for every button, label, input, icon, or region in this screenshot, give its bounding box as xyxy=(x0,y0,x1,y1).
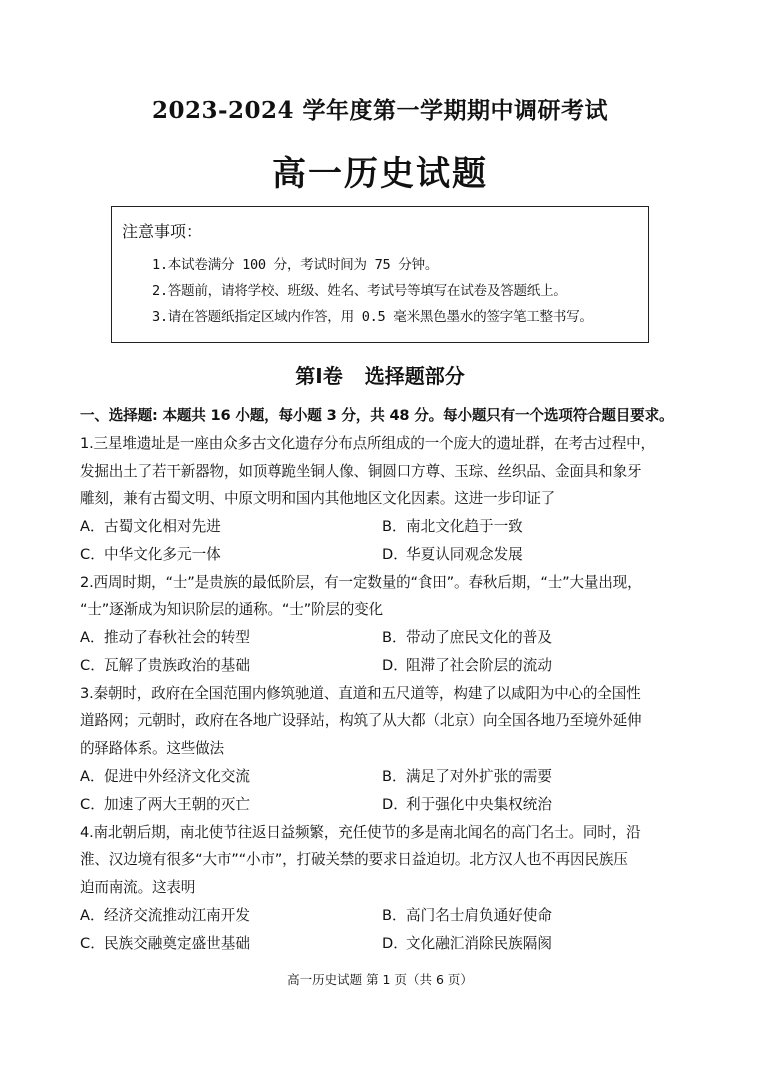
question-line: 的驿路体系。这些做法 xyxy=(80,740,224,757)
notice-item: 2.答题前，请将学校、班级、姓名、考试号等填写在试卷及答题纸上。 xyxy=(152,283,567,299)
option-d xyxy=(382,793,552,814)
option-a xyxy=(80,904,250,925)
section-name: 选择题部分 xyxy=(364,364,465,388)
option-text: 加速了两大王朝的灭亡 xyxy=(104,796,250,813)
question-line: 雕刻，兼有古蜀文明、中原文明和国内其他地区文化因素。这进一步印证了 xyxy=(80,490,555,507)
question-line: 发掘出土了若干新器物，如顶尊跪坐铜人像、铜圆口方尊、玉琮、丝织品、金面具和象牙 xyxy=(80,463,642,480)
exam-title: 高一历史试题 xyxy=(272,154,488,194)
option-a xyxy=(80,765,250,786)
option-letter: B． xyxy=(382,629,407,646)
option-b xyxy=(382,765,552,786)
option-letter: C． xyxy=(80,657,105,674)
question-line: 4.南北朝后期，南北使节往返日益频繁，充任使节的多是南北闻名的高门名士。同时，沿 xyxy=(80,824,641,841)
option-text: 华夏认同观念发展 xyxy=(406,546,523,563)
option-letter: B． xyxy=(382,907,407,924)
option-a xyxy=(80,626,250,647)
question-line: 道路网；元朝时，政府在各地广设驿站，构筑了从大都（北京）向全国各地乃至境外延伸 xyxy=(80,712,642,729)
option-text: 南北文化趋于一致 xyxy=(406,518,523,535)
option-letter: C． xyxy=(80,935,105,952)
section-heading xyxy=(0,360,760,389)
option-text: 瓦解了贵族政治的基础 xyxy=(104,657,250,674)
option-letter: A． xyxy=(80,518,105,535)
question-line: 淮、汉边境有很多“大市”“小市”，打破关禁的要求日益迫切。北方汉人也不再因民族压 xyxy=(80,851,628,868)
option-d xyxy=(382,654,552,675)
option-text: 推动了春秋社会的转型 xyxy=(104,629,250,646)
notice-item: 3.请在答题纸指定区域内作答，用 0.5 毫米黑色墨水的签字笔工整书写。 xyxy=(152,309,593,325)
option-d xyxy=(382,543,523,564)
option-letter: D． xyxy=(382,546,408,563)
option-letter: D． xyxy=(382,796,408,813)
question-line: “士”逐渐成为知识阶层的通称。“士”阶层的变化 xyxy=(80,601,383,618)
option-text: 中华文化多元一体 xyxy=(104,546,221,563)
option-letter: C． xyxy=(80,796,105,813)
option-letter: D． xyxy=(382,935,408,952)
option-d xyxy=(382,932,552,953)
notice-item: 1.本试卷满分 100 分，考试时间为 75 分钟。 xyxy=(152,257,439,273)
option-letter: D． xyxy=(382,657,408,674)
notice-box xyxy=(111,206,649,343)
option-text: 带动了庶民文化的普及 xyxy=(406,629,552,646)
section-label: 第Ⅰ卷 xyxy=(295,364,343,388)
option-letter: A． xyxy=(80,907,105,924)
exam-name: 2023-2024 学年度第一学期期中调研考试 xyxy=(151,97,609,124)
option-b xyxy=(382,626,552,647)
question-line: 2.西周时期，“士”是贵族的最低阶层，有一定数量的“食田”。春秋后期，“士”大量出现， xyxy=(80,574,642,591)
question-line: 3.秦朝时，政府在全国范围内修筑驰道、直道和五尺道等，构建了以咸阳为中心的全国性 xyxy=(80,685,641,702)
option-text: 古蜀文化相对先进 xyxy=(104,518,221,535)
option-c xyxy=(80,793,250,814)
option-b xyxy=(382,515,523,536)
option-letter: B． xyxy=(382,518,407,535)
option-c xyxy=(80,932,250,953)
option-text: 高门名士肩负通好使命 xyxy=(406,907,552,924)
option-letter: B． xyxy=(382,768,407,785)
option-letter: C． xyxy=(80,546,105,563)
section-instructions: 一、选择题: 本题共 16 小题，每小题 3 分，共 48 分。每小题只有一个选项符合题目要求。 xyxy=(80,407,674,424)
option-c xyxy=(80,543,221,564)
option-text: 利于强化中央集权统治 xyxy=(406,796,552,813)
option-text: 阻滞了社会阶层的流动 xyxy=(406,657,552,674)
page-footer: 高一历史试题 第 1 页（共 6 页） xyxy=(287,972,473,987)
question-line: 1.三星堆遗址是一座由众多古文化遗存分布点所组成的一个庞大的遗址群，在考古过程中， xyxy=(80,435,655,452)
option-letter: A． xyxy=(80,629,105,646)
option-text: 民族交融奠定盛世基础 xyxy=(104,935,250,952)
notice-title: 注意事项： xyxy=(122,222,203,241)
option-text: 文化融汇消除民族隔阂 xyxy=(406,935,552,952)
option-c xyxy=(80,654,250,675)
option-a xyxy=(80,515,221,536)
option-text: 促进中外经济文化交流 xyxy=(104,768,250,785)
option-b xyxy=(382,904,552,925)
option-text: 经济交流推动江南开发 xyxy=(104,907,250,924)
option-letter: A． xyxy=(80,768,105,785)
option-text: 满足了对外扩张的需要 xyxy=(406,768,552,785)
question-line: 迫而南流。这表明 xyxy=(80,879,196,896)
